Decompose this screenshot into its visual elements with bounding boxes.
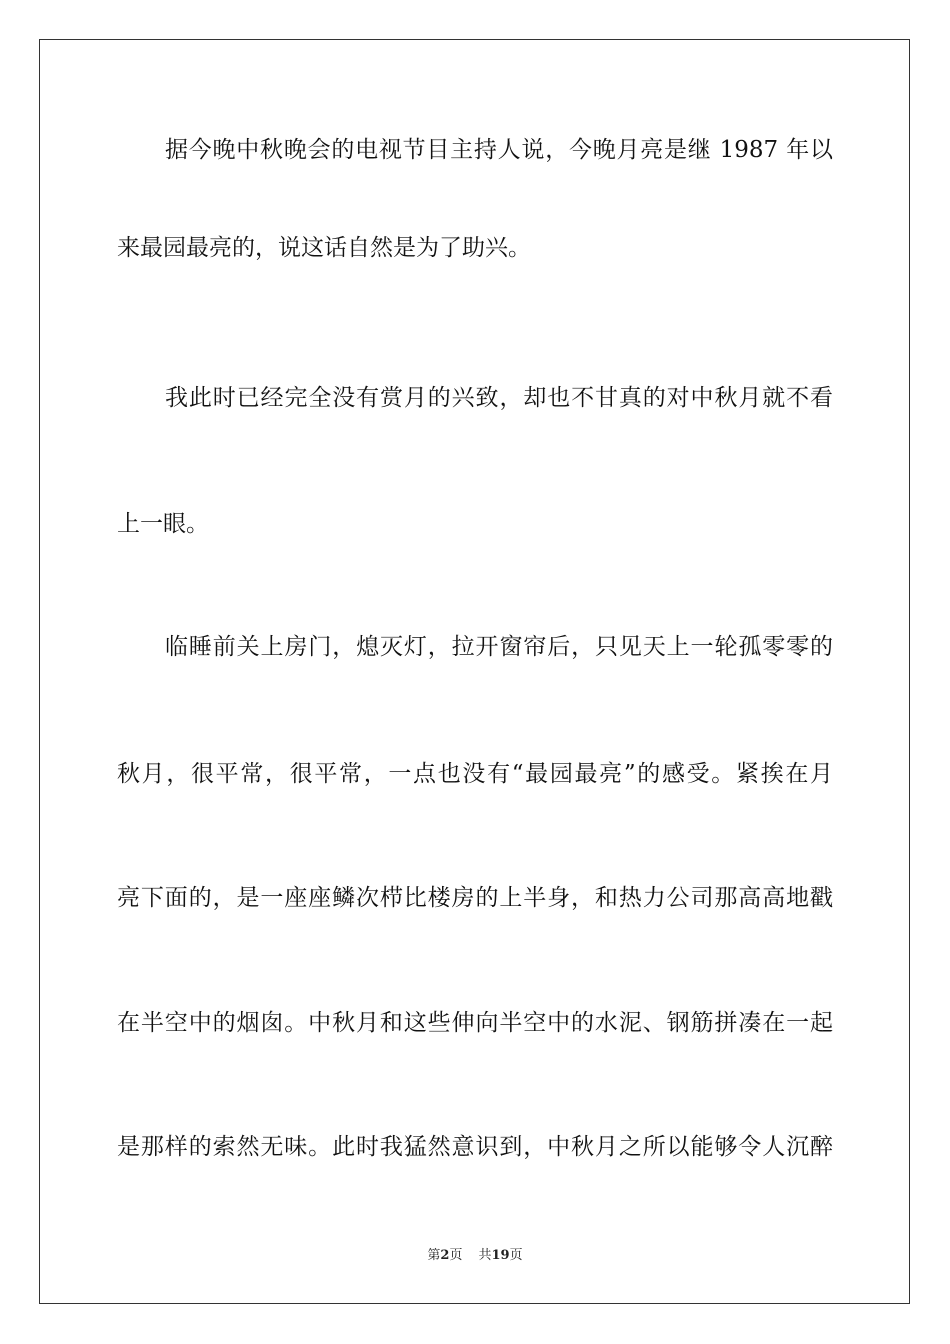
paragraph-line: 亮下面的，是一座座鳞次栉比楼房的上半身，和热力公司那高高地戳 xyxy=(117,885,833,911)
page-total-count: 19 xyxy=(491,1248,510,1263)
paragraph-line: 秋月，很平常，很平常，一点也没有“最园最亮”的感受。紧挨在月 xyxy=(117,761,833,787)
paragraph-line: 来最园最亮的，说这话自然是为了助兴。 xyxy=(117,235,531,261)
page-number-suffix: 页 xyxy=(449,1248,463,1263)
page-footer xyxy=(0,1247,950,1265)
page-border xyxy=(39,39,910,1304)
paragraph-line: 是那样的索然无味。此时我猛然意识到，中秋月之所以能够令人沉醉 xyxy=(117,1134,833,1160)
paragraph-line: 临睡前关上房门，熄灭灯，拉开窗帘后，只见天上一轮孤零零的 xyxy=(165,634,833,660)
page-number-current: 2 xyxy=(440,1248,450,1263)
paragraph-line: 上一眼。 xyxy=(117,511,209,537)
paragraph-line: 我此时已经完全没有赏月的兴致，却也不甘真的对中秋月就不看 xyxy=(165,385,833,411)
page-total-suffix: 页 xyxy=(509,1248,523,1263)
paragraph-line: 据今晚中秋晚会的电视节目主持人说，今晚月亮是继 1987 年以 xyxy=(165,137,833,163)
paragraph-line: 在半空中的烟囱。中秋月和这些伸向半空中的水泥、钢筋拼凑在一起 xyxy=(117,1010,833,1036)
page-total-prefix: 共 xyxy=(478,1248,492,1263)
page-number-prefix: 第 xyxy=(427,1248,441,1263)
